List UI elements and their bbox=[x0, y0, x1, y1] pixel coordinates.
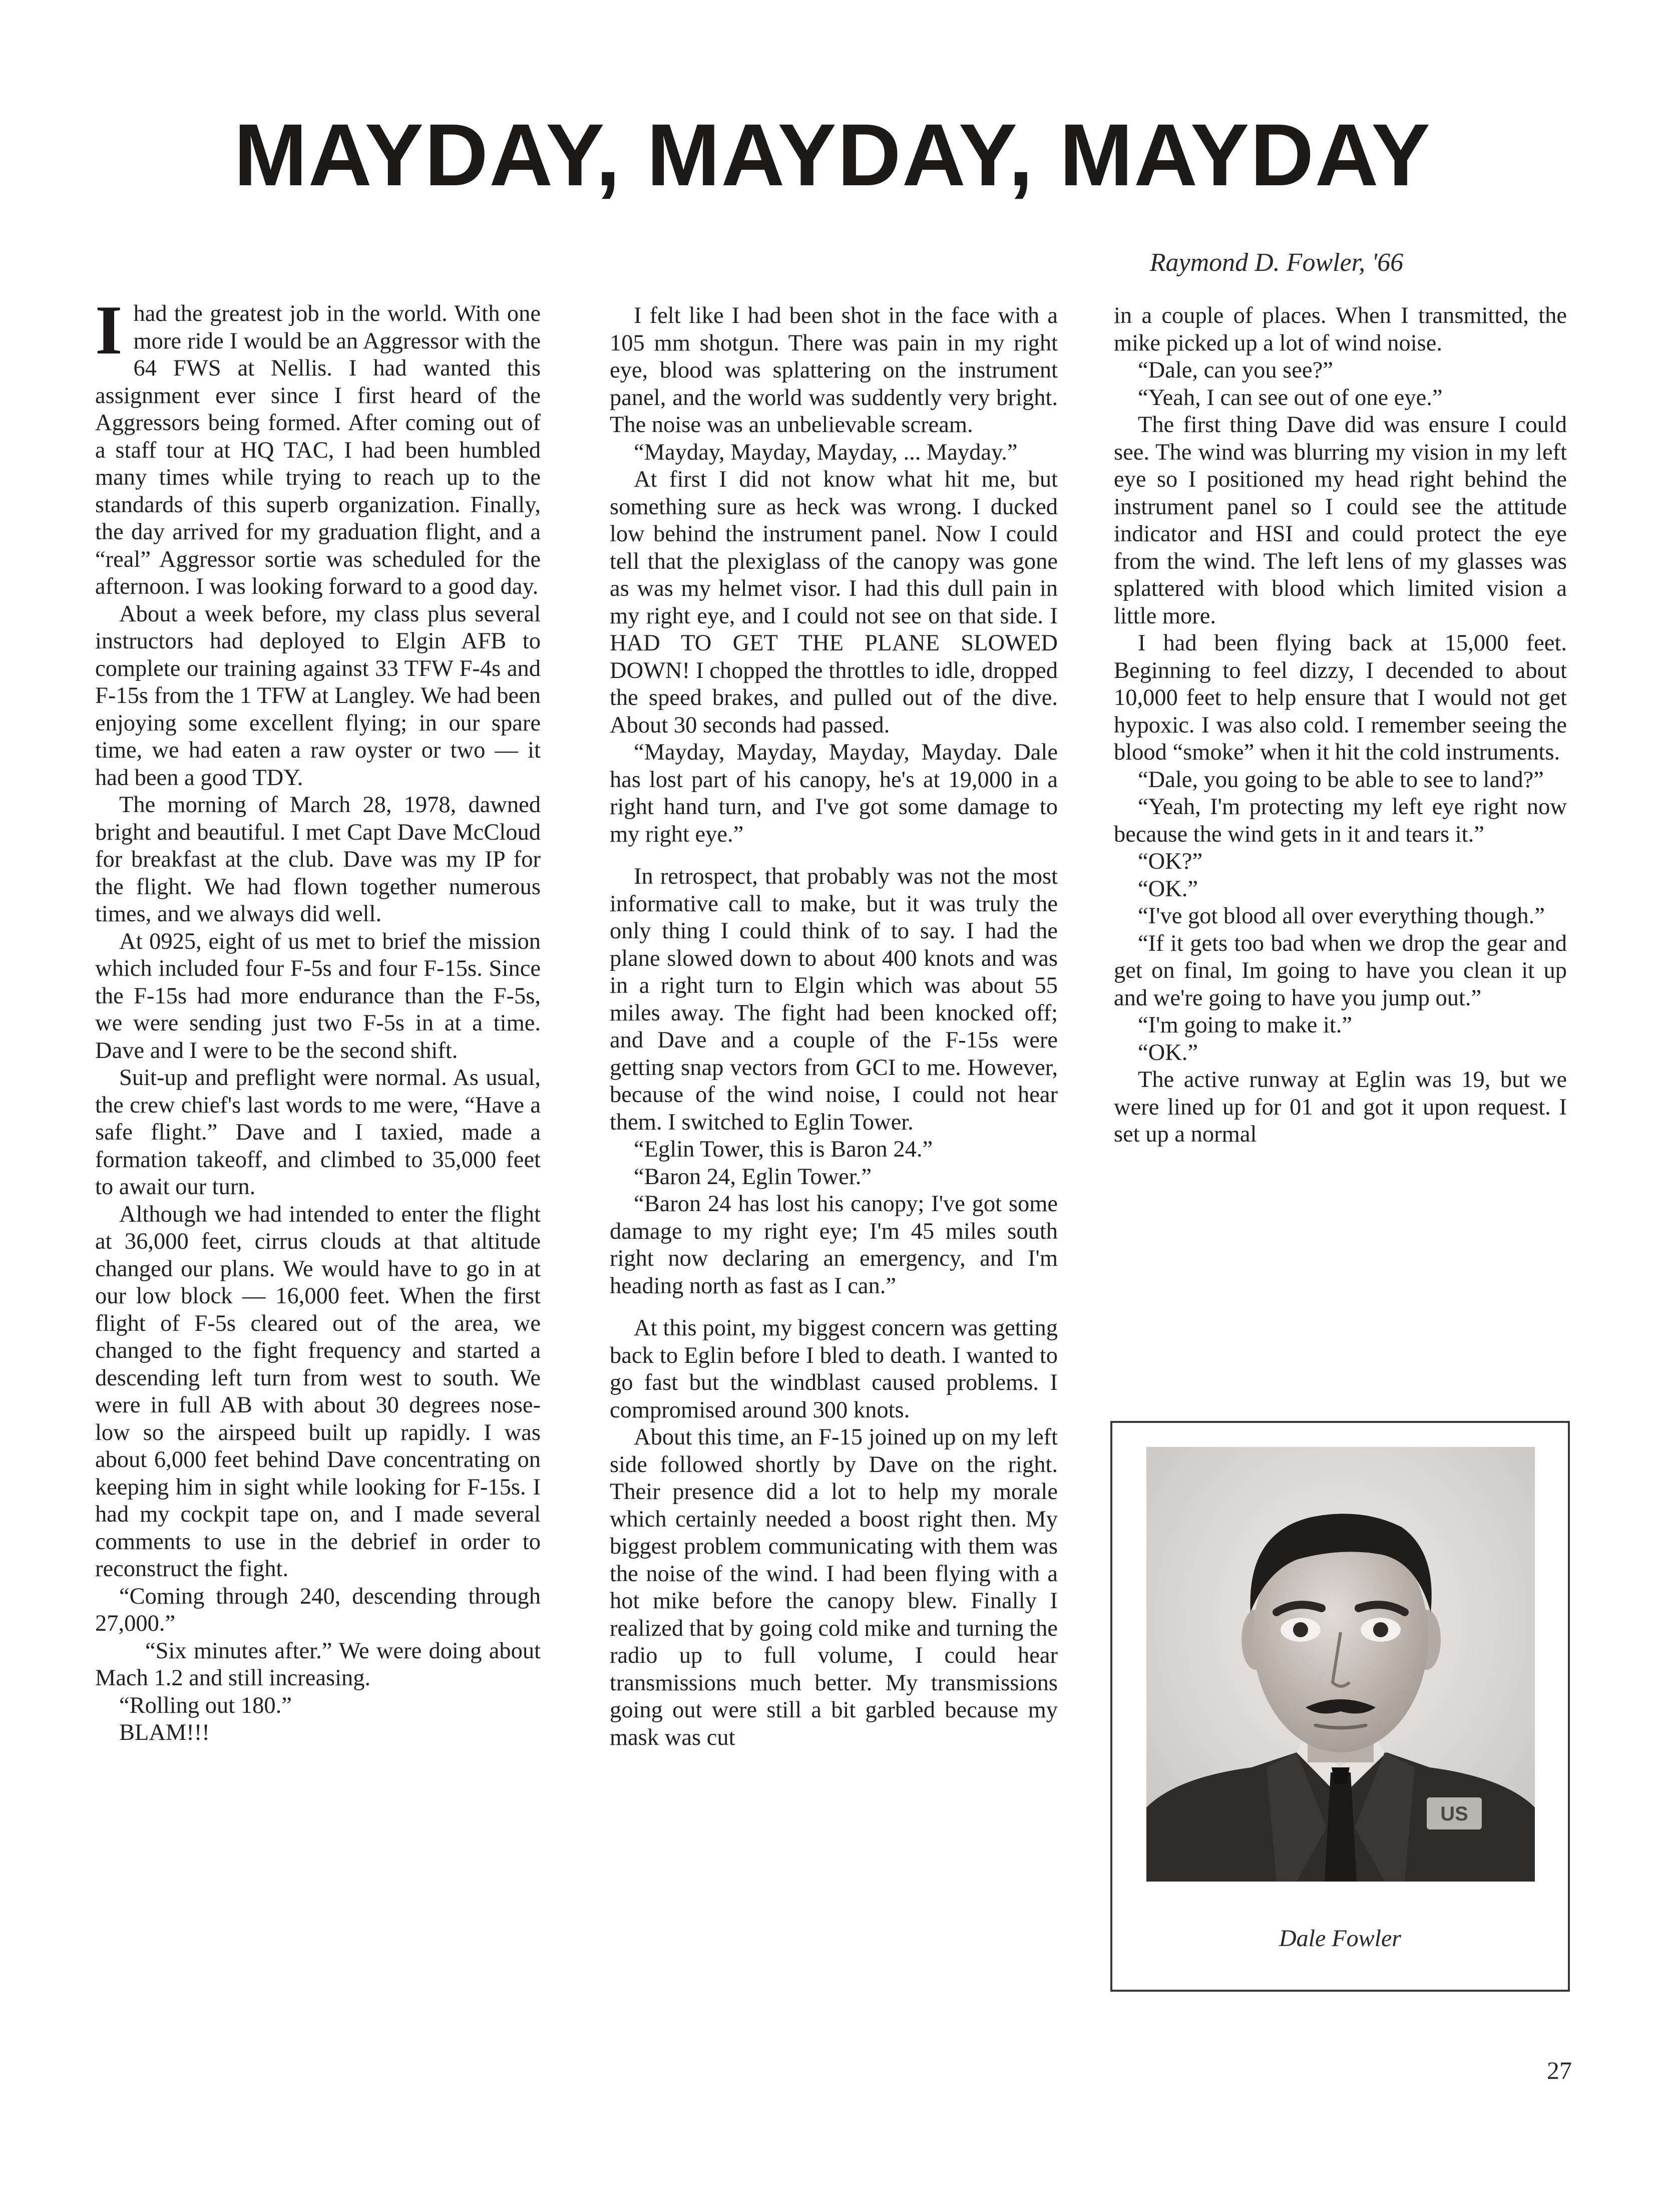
paragraph: The morning of March 28, 1978, dawned bright and beautiful. I met Capt Dave McCloud for breakfast at the club. Dave was my IP for the flight. We had flown together numerous times, and we always did well. bbox=[95, 792, 541, 927]
portrait-photo bbox=[1146, 1447, 1535, 1882]
article-byline: Raymond D. Fowler, '66 bbox=[1149, 248, 1404, 277]
paragraph: “OK.” bbox=[1138, 876, 1198, 902]
paragraph: “Dale, can you see?” bbox=[1138, 357, 1333, 383]
paragraph: “If it gets too bad when we drop the gear and get on final, Im going to have you clean it up and we're going to have you jump out.” bbox=[1114, 930, 1567, 1011]
paragraph: About this time, an F-15 joined up on my left side followed shortly by Dave on the right. Their presence did a lot to help my morale which certainly needed a boost right then. My biggest problem communicating with them was the noise of the wind. I had been flying with a hot mike before the canopy blew. Finally I realized that by going cold mike and turning the radio up to full volume, I could hear transmissions much better. My transmissions going out were still a bit garbled because my mask was cut bbox=[610, 1424, 1058, 1750]
paragraph: At 0925, eight of us met to brief the mission which included four F-5s and four F-15s. Since the F-15s had more endurance than the F-5s, we were sending just two F-5s in at a time. Dave and I were to be the second shift. bbox=[95, 928, 541, 1063]
portrait-illustration bbox=[1146, 1447, 1535, 1882]
article-column-2 bbox=[610, 302, 1058, 1751]
paragraph: The active runway at Eglin was 19, but we were lined up for 01 and got it upon request. I set up a normal bbox=[1114, 1067, 1567, 1147]
paragraph: “Mayday, Mayday, Mayday, ... Mayday.” bbox=[634, 439, 1018, 465]
photo-caption: Dale Fowler bbox=[1279, 1925, 1401, 1952]
paragraph: Ihad the greatest job in the world. With one more ride I would be an Aggressor with the 64 FWS at Nellis. I had wanted this assignment ever since I first heard of the Aggressors being formed. After coming out of a staff tour at HQ TAC, I had been humbled many times while trying to reach up to the standards of this superb organization. Finally, the day arrived for my graduation flight, and a “real” Aggressor sortie was scheduled for the afternoon. I was looking forward to a good day. bbox=[95, 291, 541, 599]
paragraph: Although we had intended to enter the flight at 36,000 feet, cirrus clouds at that altitude changed our plans. We would have to go in at our low block — 16,000 feet. When the first flight of F-5s cleared out of the area, we changed to the fight frequency and started a descending left turn from west to south. We were in full AB with about 30 degrees nose-low so the airspeed built up rapidly. I was about 6,000 feet behind Dave concentrating on keeping him in sight while looking for F-15s. I had my cockpit tape on, and I made several comments to use in the debrief in order to reconstruct the fight. bbox=[95, 1201, 541, 1582]
photo-frame bbox=[1110, 1421, 1570, 1992]
paragraph: At first I did not know what hit me, but something sure as heck was wrong. I ducked low behind the instrument panel. Now I could tell that the plexiglass of the canopy was gone as was my helmet visor. I had this dull pain in my right eye, and I could not see on that side. I HAD TO GET THE PLANE SLOWED DOWN! I chopped the throttles to idle, dropped the speed brakes, and pulled out of the dive. About 30 seconds had passed. bbox=[610, 467, 1058, 738]
drop-cap: I bbox=[95, 291, 123, 369]
paragraph: The first thing Dave did was ensure I could see. The wind was blurring my vision in my left eye so I positioned my head right behind the instrument panel so I could see the attitude indicator and HSI and could protect the eye from the wind. The left lens of my glasses was splattered with blood which limited vision a little more. bbox=[1114, 412, 1567, 629]
page-number: 27 bbox=[1547, 2056, 1572, 2084]
paragraph: At this point, my biggest concern was getting back to Eglin before I bled to death. I wanted to go fast but the windblast caused problems. I compromised around 300 knots. bbox=[610, 1315, 1058, 1423]
paragraph: “I've got blood all over everything though.” bbox=[1138, 903, 1545, 929]
paragraph: BLAM!!! bbox=[119, 1720, 210, 1745]
paragraph: Suit-up and preflight were normal. As usual, the crew chief's last words to me were, “Have a safe flight.” Dave and I taxied, made a formation takeoff, and climbed to 35,000 feet to await our turn. bbox=[95, 1065, 541, 1200]
paragraph: in a couple of places. When I transmitted, the mike picked up a lot of wind noise. bbox=[1114, 303, 1567, 356]
paragraph: “I'm going to make it.” bbox=[1138, 1012, 1353, 1038]
paragraph: “Coming through 240, descending through 27,000.” bbox=[95, 1583, 541, 1636]
paragraph: “Rolling out 180.” bbox=[119, 1692, 292, 1718]
article-title: MAYDAY, MAYDAY, MAYDAY bbox=[234, 106, 1431, 204]
paragraph: “OK.” bbox=[1138, 1039, 1198, 1065]
article-column-1 bbox=[95, 291, 541, 1747]
paragraph: About a week before, my class plus several instructors had deployed to Elgin AFB to complete our training against 33 TFW F-4s and F-15s from the 1 TFW at Langley. We had been enjoying some excellent flying; in our spare time, we had eaten a raw oyster or two — it had been a good TDY. bbox=[95, 601, 541, 791]
paragraph: In retrospect, that probably was not the most informative call to make, but it was truly the only thing I could think of to say. I had the plane slowed down to about 400 knots and was in a right turn to Elgin which was about 55 miles away. The fight had been knocked off; and Dave and a couple of the F-15s were getting snap vectors from GCI to me. However, because of the wind noise, I could not hear them. I switched to Eglin Tower. bbox=[610, 864, 1058, 1135]
paragraph: “Baron 24 has lost his canopy; I've got some damage to my right eye; I'm 45 miles south right now declaring an emergency, and I'm heading north as fast as I can.” bbox=[610, 1191, 1058, 1299]
paragraph: “Yeah, I can see out of one eye.” bbox=[1138, 385, 1443, 411]
paragraph: “Yeah, I'm protecting my left eye right now because the wind gets in it and tears it.” bbox=[1114, 794, 1567, 847]
paragraph: I felt like I had been shot in the face with a 105 mm shotgun. There was pain in my right eye, blood was splattering on the instrument panel, and the world was suddently very bright. The noise was an unbelievable scream. bbox=[610, 303, 1058, 438]
paragraph: “OK?” bbox=[1138, 849, 1203, 874]
paragraph: “Mayday, Mayday, Mayday, Mayday. Dale has lost part of his canopy, he's at 19,000 in a right hand turn, and I've got some damage to my right eye.” bbox=[610, 740, 1058, 847]
article-column-3 bbox=[1114, 302, 1567, 1149]
paragraph: “Dale, you going to be able to see to land?” bbox=[1138, 767, 1544, 793]
paragraph: I had been flying back at 15,000 feet. Beginning to feel dizzy, I decended to about 10,000 feet to help ensure that I would not get hypoxic. I was also cold. I remember seeing the blood “smoke” when it hit the cold instruments. bbox=[1114, 630, 1567, 765]
paragraph: “Six minutes after.” We were doing about Mach 1.2 and still increasing. bbox=[95, 1638, 541, 1691]
paragraph: “Baron 24, Eglin Tower.” bbox=[634, 1164, 872, 1190]
insignia-text: US bbox=[1440, 1803, 1468, 1825]
paragraph: “Eglin Tower, this is Baron 24.” bbox=[634, 1137, 933, 1162]
